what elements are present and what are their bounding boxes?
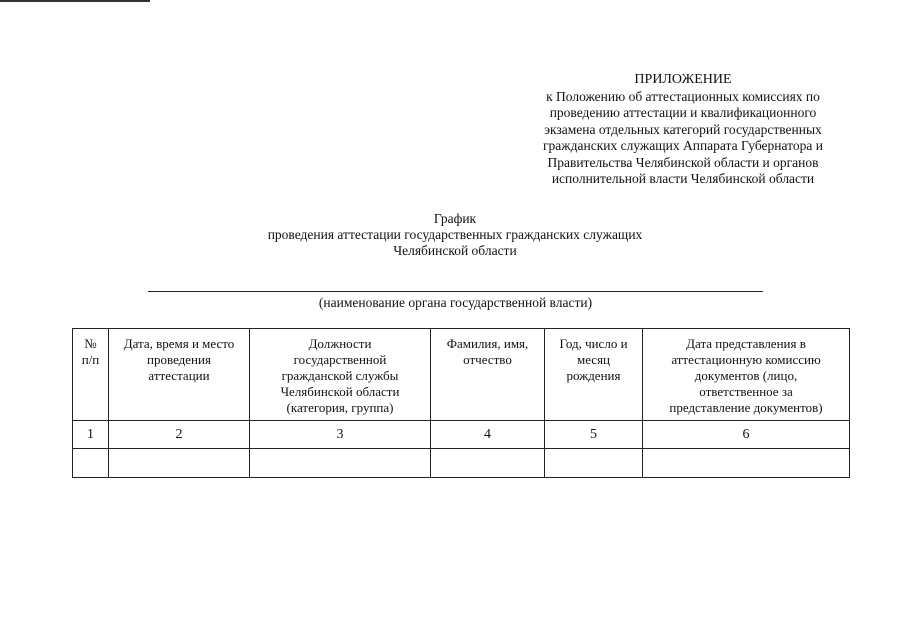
- schedule-subtitle-line: Челябинской области: [393, 243, 517, 258]
- appendix-line: гражданских служащих Аппарата Губернатора и: [543, 138, 823, 153]
- empty-cell: [643, 449, 850, 478]
- appendix-line: Правительства Челябинской области и органов: [547, 154, 819, 170]
- empty-cell: [431, 449, 545, 478]
- schedule-subtitle-line: проведения аттестации государственных гражданских служащих: [267, 227, 643, 242]
- appendix-line: к Положению об аттестационных комиссиях по: [546, 88, 820, 104]
- appendix-line: проведению аттестации и квалификационного: [549, 105, 817, 120]
- scan-edge-mark: [0, 0, 150, 2]
- appendix-line: экзамена отдельных категорий государственных: [544, 121, 822, 137]
- empty-cell: [250, 449, 431, 478]
- column-header-full-name: Фамилия, имя, отчество: [431, 329, 545, 421]
- org-name-blank-line: [148, 291, 763, 292]
- column-number-row: [73, 421, 850, 449]
- table-row: [73, 449, 850, 478]
- column-number-cell: 4: [431, 421, 545, 449]
- column-number-cell: 6: [643, 421, 850, 449]
- column-number-cell: 1: [73, 421, 109, 449]
- column-number-cell: 3: [250, 421, 431, 449]
- empty-cell: [545, 449, 643, 478]
- empty-cell: [73, 449, 109, 478]
- column-header-documents: Дата представления в аттестационную комиссию документов (лицо, ответственное за представление документов): [643, 329, 850, 421]
- column-header-number: № п/п: [73, 329, 109, 421]
- column-header-positions: Должности государственной гражданской службы Челябинской области (категория, группа): [250, 329, 431, 421]
- column-header-birth-date: Год, число и месяц рождения: [545, 329, 643, 421]
- appendix-line: исполнительной власти Челябинской области: [551, 171, 815, 186]
- appendix-block: [508, 72, 858, 188]
- column-number-cell: 2: [109, 421, 250, 449]
- schedule-title: График: [433, 211, 477, 226]
- column-number-cell: 5: [545, 421, 643, 449]
- schedule-heading: [200, 211, 710, 259]
- empty-cell: [109, 449, 250, 478]
- org-name-caption: (наименование органа государственной власти): [318, 295, 593, 310]
- appendix-title: ПРИЛОЖЕНИЕ: [634, 72, 732, 87]
- column-header-date-place: Дата, время и место проведения аттестации: [109, 329, 250, 421]
- table-header-row: [73, 329, 850, 421]
- schedule-table: [72, 328, 850, 478]
